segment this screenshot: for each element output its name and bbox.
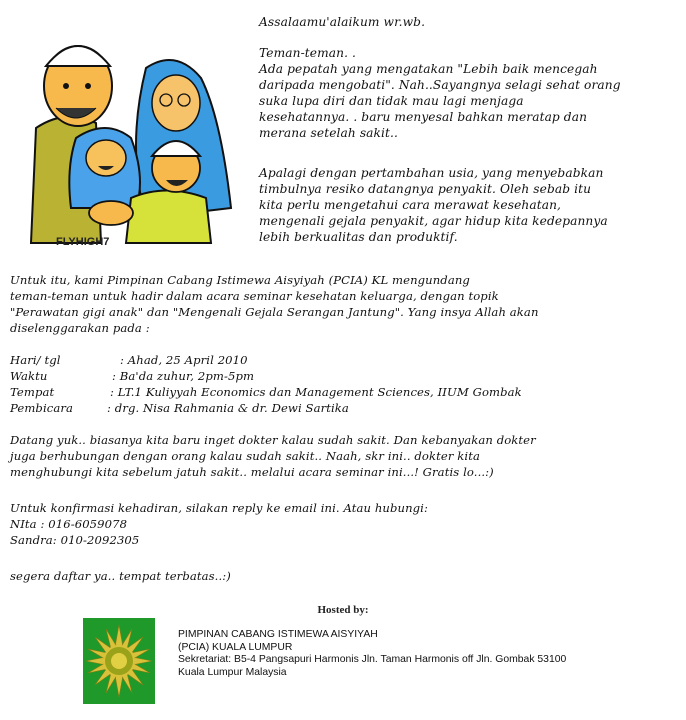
paragraph2-line: Apalagi dengan pertambahan usia, yang menyebabkan — [259, 166, 604, 180]
contact-sandra: Sandra: 010-2092305 — [10, 533, 140, 547]
intro-line: kesehatannya. . baru menyesal bahkan meratap dan — [259, 110, 588, 124]
paragraph2-line: lebih berkualitas dan produktif. — [259, 230, 458, 244]
invitation-line: diselenggarakan pada : — [10, 321, 150, 335]
invitation-line: Untuk itu, kami Pimpinan Cabang Istimewa Aisyiyah (PCIA) KL mengundang — [10, 273, 470, 287]
mother-face — [152, 75, 200, 131]
org-address: Sekretariat: B5-4 Pangsapuri Harmonis Jln. Taman Harmonis off Jln. Gombak 53100 — [178, 654, 567, 665]
intro-line: merana setelah sakit.. — [259, 126, 398, 140]
detail-label-speaker: Pembicara — [10, 401, 74, 415]
org-name: PIMPINAN CABANG ISTIMEWA AISYIYAH — [178, 629, 378, 640]
greeting: Assalaamu'alaikum wr.wb. — [259, 15, 426, 29]
boy-body — [126, 191, 211, 244]
org-city: Kuala Lumpur Malaysia — [178, 666, 287, 678]
encourage-line: Datang yuk.. biasanya kita baru inget dokter kalau sudah sakit. Dan kebanyakan dokter — [10, 433, 536, 447]
invitation-line: teman-teman untuk hadir dalam acara seminar kesehatan keluarga, dengan topik — [10, 289, 499, 303]
detail-value-place: : LT.1 Kuliyyah Economics dan Management Sciences, IIUM Gombak — [110, 385, 522, 399]
contact-nita: NIta : 016-6059078 — [10, 517, 128, 531]
detail-value-day: : Ahad, 25 April 2010 — [120, 353, 248, 367]
intro-line: Ada pepatah yang mengatakan "Lebih baik mencegah — [259, 62, 598, 76]
detail-label-place: Tempat — [10, 385, 55, 399]
paragraph2-line: kita perlu mengetahui cara merawat kesehatan, — [259, 198, 562, 212]
detail-value-time: : Ba'da zuhur, 2pm-5pm — [112, 369, 255, 383]
family-illustration — [6, 8, 250, 258]
encourage-line: juga berhubungan dengan orang kalau sudah sakit.. Naah, skr ini.. dokter kita — [10, 449, 480, 463]
father-cap — [46, 46, 110, 66]
confirmation-line: Untuk konfirmasi kehadiran, silakan reply ke email ini. Atau hubungi: — [10, 501, 428, 515]
aisyiyah-logo — [83, 618, 155, 704]
detail-label-time: Waktu — [10, 369, 48, 383]
organization-info — [178, 629, 566, 679]
hosted-by-label: Hosted by: — [317, 604, 369, 616]
girl-face — [86, 140, 126, 176]
detail-label-day: Hari/ tgl — [10, 353, 61, 367]
illustration-watermark: FLYHIGH7 — [56, 236, 110, 248]
intro-line: suka lupa diri dan tidak mau lagi menjaga — [259, 94, 524, 108]
intro-line: daripada mengobati". Nah..Sayangnya selagi sehat orang — [259, 78, 621, 92]
org-branch: (PCIA) KUALA LUMPUR — [178, 641, 293, 653]
paragraph2-line: mengenali gejala penyakit, agar hidup kita kedepannya — [259, 214, 608, 228]
intro-line: Teman-teman. . — [259, 46, 356, 60]
paragraph2-line: timbulnya resiko datangnya penyakit. Oleh sebab itu — [259, 182, 592, 196]
detail-value-speaker: : drg. Nisa Rahmania & dr. Dewi Sartika — [107, 401, 349, 415]
invitation-line: "Perawatan gigi anak" dan "Mengenali Gejala Serangan Jantung". Yang insya Allah akan — [10, 305, 539, 319]
encourage-line: menghubungi kita sebelum jatuh sakit.. melalui acara seminar ini...! Gratis lo...:) — [10, 465, 494, 479]
closing-line: segera daftar ya.. tempat terbatas..:) — [10, 569, 231, 583]
